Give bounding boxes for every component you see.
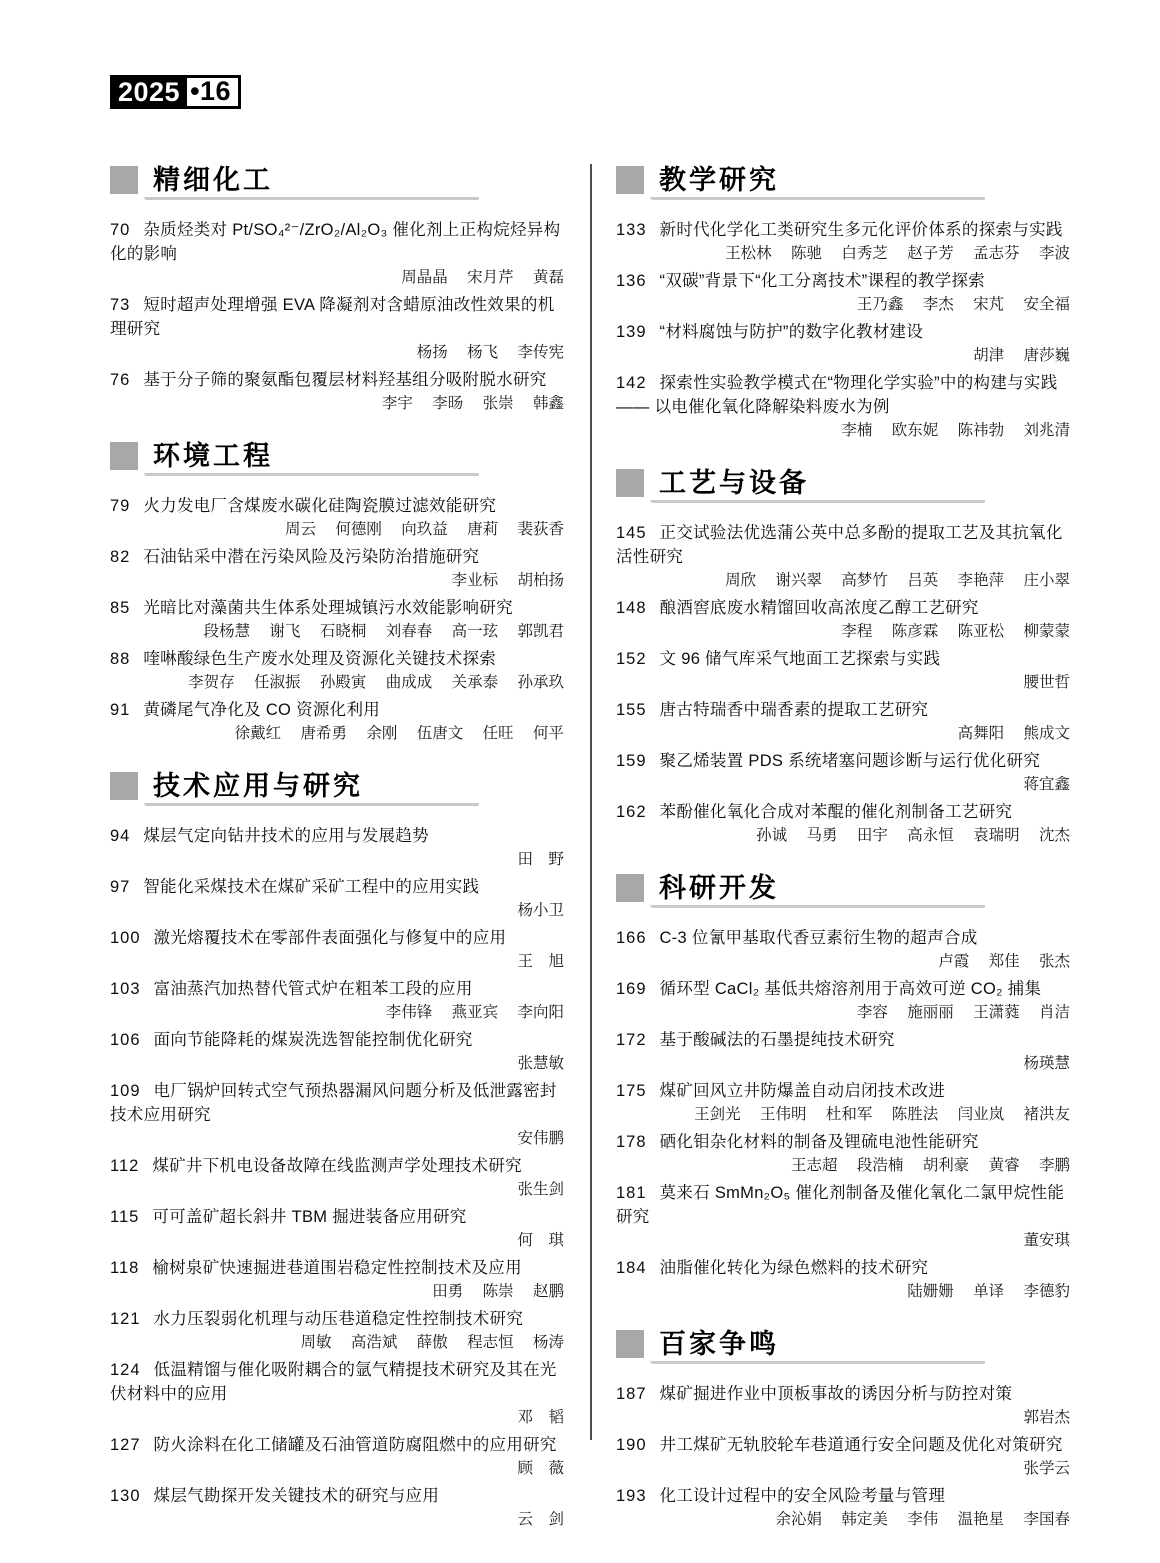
toc-entry xyxy=(616,1181,1072,1253)
entry-title: 喹啉酸绿色生产废水处理及资源化关键技术探索 xyxy=(143,650,497,668)
section-title: 教学研究 xyxy=(659,165,779,195)
entry-title-line xyxy=(616,698,1072,722)
entry-authors: 李楠 欧东妮 陈祎勃 刘兆清 xyxy=(841,422,1070,439)
entry-authors: 王 旭 xyxy=(517,953,564,970)
toc-section xyxy=(616,1328,1072,1532)
entry-authors: 周敏 高浩斌 薛傲 程志恒 杨涛 xyxy=(300,1334,564,1351)
entry-title: 杂质烃类对 Pt/SO₄²⁻/ZrO₂/Al₂O₃ 催化剂上正构烷烃异构化的影响 xyxy=(110,221,561,263)
entry-title: “材料腐蚀与防护”的数字化教材建设 xyxy=(659,323,924,341)
entry-title-line xyxy=(110,1433,566,1457)
entry-authors: 王松林 陈驰 白秀芝 赵子芳 孟志芬 李波 xyxy=(725,245,1070,262)
section-entries xyxy=(616,521,1072,848)
entry-title: 富油蒸汽加热替代管式炉在粗苯工段的应用 xyxy=(153,980,473,998)
entry-authors: 田勇 陈崇 赵鹏 xyxy=(432,1283,564,1300)
entry-page-number: 130 xyxy=(110,1487,141,1505)
entry-title-line xyxy=(110,698,566,722)
entry-authors: 余沁娟 韩定美 李伟 温艳星 李国春 xyxy=(775,1511,1070,1528)
toc-columns xyxy=(110,158,1068,1535)
entry-page-number: 94 xyxy=(110,827,131,845)
entry-authors: 李容 施丽丽 王潇蕤 肖洁 xyxy=(856,1004,1070,1021)
entry-authors: 顾 薇 xyxy=(517,1460,564,1477)
entry-authors: 邓 韬 xyxy=(517,1409,564,1426)
toc-entry xyxy=(110,647,566,695)
entry-title-line xyxy=(616,800,1072,824)
entry-authors: 杨瑛慧 xyxy=(1023,1055,1070,1072)
section-header xyxy=(616,872,1072,904)
entry-page-number: 124 xyxy=(110,1361,141,1379)
entry-page-number: 103 xyxy=(110,980,141,998)
entry-page-number: 133 xyxy=(616,221,647,239)
entry-authors: 杨小卫 xyxy=(517,902,564,919)
section-entries xyxy=(616,218,1072,443)
entry-authors: 蒋宜鑫 xyxy=(1023,776,1070,793)
entry-authors: 李程 陈彦霖 陈亚松 柳蒙蒙 xyxy=(841,623,1070,640)
section-entries xyxy=(110,494,566,746)
entry-title: 电厂锅炉回转式空气预热器漏风问题分析及低泄露密封技术应用研究 xyxy=(110,1082,557,1124)
entry-title-line xyxy=(110,824,566,848)
section-square-icon xyxy=(110,166,138,194)
section-square-icon xyxy=(616,874,644,902)
entry-authors: 张慧敏 xyxy=(517,1055,564,1072)
entry-title: C-3 位氰甲基取代香豆素衍生物的超声合成 xyxy=(659,929,978,947)
entry-page-number: 193 xyxy=(616,1487,647,1505)
entry-page-number: 162 xyxy=(616,803,647,821)
toc-section xyxy=(616,467,1072,848)
entry-title: 基于酸碱法的石墨提纯技术研究 xyxy=(659,1031,895,1049)
entry-title: 可可盖矿超长斜井 TBM 掘进装备应用研究 xyxy=(152,1208,467,1226)
entry-title-line xyxy=(110,368,566,392)
entry-authors: 卢霞 郑佳 张杰 xyxy=(938,953,1070,970)
entry-title: 新时代化学化工类研究生多元化评价体系的探索与实践 xyxy=(659,221,1063,239)
entry-title: 化工设计过程中的安全风险考量与管理 xyxy=(659,1487,946,1505)
entry-authors: 周晶晶 宋月芹 黄磊 xyxy=(401,269,564,286)
section-header xyxy=(616,164,1072,196)
section-title: 工艺与设备 xyxy=(659,468,809,498)
entry-title-line xyxy=(616,647,1072,671)
entry-title-line xyxy=(616,1382,1072,1406)
entry-page-number: 112 xyxy=(110,1157,140,1175)
entry-title-line xyxy=(110,1028,566,1052)
entry-title-line xyxy=(616,218,1072,242)
entry-authors: 张生剑 xyxy=(517,1181,564,1198)
section-square-icon xyxy=(616,1330,644,1358)
toc-entry xyxy=(616,218,1072,266)
entry-title: 文 96 储气库采气地面工艺探索与实践 xyxy=(659,650,941,668)
entry-authors: 周云 何德刚 向玖益 唐莉 裴荻香 xyxy=(284,521,564,538)
entry-title: 正交试验法优选蒲公英中总多酚的提取工艺及其抗氧化活性研究 xyxy=(616,524,1063,566)
entry-authors: 腰世哲 xyxy=(1023,674,1070,691)
entry-title-line xyxy=(616,1433,1072,1457)
toc-entry xyxy=(110,1079,566,1151)
entry-authors: 段杨慧 谢飞 石晓桐 刘春春 高一玹 郭凯君 xyxy=(203,623,564,640)
toc-entry xyxy=(110,1205,566,1253)
toc-entry xyxy=(110,1433,566,1481)
entry-page-number: 155 xyxy=(616,701,647,719)
entry-authors: 周欣 谢兴翠 高梦竹 吕英 李艳萍 庄小翠 xyxy=(725,572,1070,589)
entry-page-number: 88 xyxy=(110,650,131,668)
entry-authors: 孙诚 马勇 田宇 高永恒 袁瑞明 沈杰 xyxy=(756,827,1070,844)
toc-entry xyxy=(616,521,1072,593)
entry-page-number: 82 xyxy=(110,548,131,566)
entry-authors: 李业标 胡柏扬 xyxy=(451,572,564,589)
toc-entry xyxy=(110,596,566,644)
entry-title-line xyxy=(616,521,1072,569)
toc-section xyxy=(110,164,566,416)
section-header xyxy=(110,770,566,802)
entry-authors: 胡津 唐莎巍 xyxy=(973,347,1070,364)
toc-entry xyxy=(616,269,1072,317)
entry-page-number: 172 xyxy=(616,1031,647,1049)
toc-column-left xyxy=(110,158,566,1535)
entry-title: 火力发电厂含煤废水碳化硅陶瓷膜过滤效能研究 xyxy=(143,497,497,515)
entry-authors: 王乃鑫 李杰 宋芃 安全福 xyxy=(856,296,1070,313)
toc-entry xyxy=(616,1484,1072,1532)
toc-entry xyxy=(110,698,566,746)
entry-page-number: 106 xyxy=(110,1031,141,1049)
section-entries xyxy=(616,926,1072,1304)
entry-page-number: 159 xyxy=(616,752,647,770)
entry-authors: 李贺存 任淑振 孙殿寅 曲成成 关承泰 孙承玖 xyxy=(188,674,564,691)
entry-title-line xyxy=(110,647,566,671)
entry-title: 煤层气定向钻井技术的应用与发展趋势 xyxy=(143,827,429,845)
entry-title-line xyxy=(616,926,1072,950)
entry-page-number: 85 xyxy=(110,599,131,617)
entry-title-line xyxy=(616,1130,1072,1154)
toc-entry xyxy=(110,218,566,290)
entry-title-line xyxy=(616,749,1072,773)
toc-entry xyxy=(616,320,1072,368)
toc-entry xyxy=(616,749,1072,797)
entry-authors: 何 琪 xyxy=(517,1232,564,1249)
entry-title-line xyxy=(110,596,566,620)
section-title: 精细化工 xyxy=(153,165,273,195)
entry-page-number: 152 xyxy=(616,650,647,668)
entry-page-number: 115 xyxy=(110,1208,140,1226)
entry-title-line xyxy=(110,545,566,569)
entry-page-number: 76 xyxy=(110,371,131,389)
entry-title: 硒化钼杂化材料的制备及锂硫电池性能研究 xyxy=(659,1133,979,1151)
toc-entry xyxy=(616,371,1072,443)
toc-section xyxy=(110,440,566,746)
section-header xyxy=(616,467,1072,499)
toc-entry xyxy=(616,1079,1072,1127)
entry-title-line xyxy=(110,1256,566,1280)
entry-title-line xyxy=(110,293,566,341)
section-header xyxy=(110,164,566,196)
section-title: 百家争鸣 xyxy=(659,1329,779,1359)
entry-title-line xyxy=(110,218,566,266)
entry-page-number: 190 xyxy=(616,1436,647,1454)
toc-section xyxy=(616,872,1072,1304)
entry-title: 智能化采煤技术在煤矿采矿工程中的应用实践 xyxy=(143,878,480,896)
section-entries xyxy=(110,218,566,416)
toc-entry xyxy=(616,800,1072,848)
toc-entry xyxy=(616,1028,1072,1076)
entry-title-line xyxy=(110,1307,566,1331)
entry-authors: 王剑光 王伟明 杜和军 陈胜法 闫业岚 褚洪友 xyxy=(694,1106,1070,1123)
entry-title-line xyxy=(616,320,1072,344)
entry-title-line xyxy=(616,977,1072,1001)
entry-title: 煤矿掘进作业中顶板事故的诱因分析与防控对策 xyxy=(659,1385,1013,1403)
entry-title: 黄磷尾气净化及 CO 资源化利用 xyxy=(143,701,381,719)
entry-page-number: 148 xyxy=(616,599,647,617)
entry-title: 唐古特瑞香中瑞香素的提取工艺研究 xyxy=(659,701,929,719)
entry-title: 短时超声处理增强 EVA 降凝剂对含蜡原油改性效果的机理研究 xyxy=(110,296,555,338)
toc-entry xyxy=(616,1382,1072,1430)
entry-title-line xyxy=(110,1205,566,1229)
issue-number: •16 xyxy=(187,78,238,106)
entry-title-line xyxy=(616,1181,1072,1229)
entry-title-line xyxy=(616,1079,1072,1103)
entry-page-number: 79 xyxy=(110,497,131,515)
toc-entry xyxy=(616,647,1072,695)
entry-title-line xyxy=(110,494,566,518)
entry-title: 莫来石 SmMn₂O₅ 催化剂制备及催化氧化二氯甲烷性能研究 xyxy=(616,1184,1065,1226)
toc-entry xyxy=(616,926,1072,974)
section-square-icon xyxy=(110,772,138,800)
toc-column-right xyxy=(616,158,1072,1535)
entry-title: 水力压裂弱化机理与动压巷道稳定性控制技术研究 xyxy=(153,1310,524,1328)
entry-page-number: 136 xyxy=(616,272,647,290)
entry-title: 井工煤矿无轨胶轮车巷道通行安全问题及优化对策研究 xyxy=(659,1436,1063,1454)
entry-title: 煤矿井下机电设备故障在线监测声学处理技术研究 xyxy=(152,1157,522,1175)
entry-title: 循环型 CaCl₂ 基低共熔溶剂用于高效可逆 CO₂ 捕集 xyxy=(659,980,1042,998)
toc-entry xyxy=(110,1154,566,1202)
section-square-icon xyxy=(110,442,138,470)
section-title: 科研开发 xyxy=(659,873,779,903)
issue-badge xyxy=(110,75,241,109)
entry-title-line xyxy=(110,1079,566,1127)
entry-authors: 郭岩杰 xyxy=(1023,1409,1070,1426)
toc-entry xyxy=(110,1307,566,1355)
entry-page-number: 175 xyxy=(616,1082,647,1100)
toc-entry xyxy=(110,494,566,542)
section-entries xyxy=(110,824,566,1532)
toc-section xyxy=(616,164,1072,443)
entry-title: 煤层气勘探开发关键技术的研究与应用 xyxy=(153,1487,440,1505)
column-divider-rule xyxy=(590,164,592,1440)
entry-authors: 高舞阳 熊成文 xyxy=(957,725,1070,742)
entry-title: 酿酒窖底废水精馏回收高浓度乙醇工艺研究 xyxy=(659,599,979,617)
toc-entry xyxy=(110,368,566,416)
entry-page-number: 181 xyxy=(616,1184,647,1202)
entry-title: 聚乙烯装置 PDS 系统堵塞问题诊断与运行优化研究 xyxy=(659,752,1041,770)
toc-entry xyxy=(110,926,566,974)
section-square-icon xyxy=(616,166,644,194)
entry-title: 基于分子筛的聚氨酯包覆层材料羟基组分吸附脱水研究 xyxy=(143,371,547,389)
entry-authors: 徐戴红 唐希勇 余刚 伍唐文 任旺 何平 xyxy=(234,725,564,742)
entry-title-line xyxy=(110,1484,566,1508)
entry-page-number: 97 xyxy=(110,878,131,896)
entry-authors: 陆姗姗 单译 李德豹 xyxy=(907,1283,1070,1300)
entry-page-number: 178 xyxy=(616,1133,647,1151)
entry-title: 石油钻采中潜在污染风险及污染防治措施研究 xyxy=(143,548,480,566)
entry-authors: 云 剑 xyxy=(517,1511,564,1528)
toc-entry xyxy=(110,293,566,365)
entry-page-number: 118 xyxy=(110,1259,140,1277)
entry-title: 煤矿回风立井防爆盖自动启闭技术改进 xyxy=(659,1082,946,1100)
toc-entry xyxy=(110,824,566,872)
entry-authors: 张学云 xyxy=(1023,1460,1070,1477)
entry-page-number: 73 xyxy=(110,296,131,314)
toc-entry xyxy=(616,1256,1072,1304)
entry-title: 低温精馏与催化吸附耦合的氩气精提技术研究及其在光伏材料中的应用 xyxy=(110,1361,557,1403)
entry-title-line xyxy=(110,875,566,899)
entry-page-number: 109 xyxy=(110,1082,141,1100)
entry-authors: 李伟锋 燕亚宾 李向阳 xyxy=(385,1004,564,1021)
entry-title: 探索性实验教学模式在“物理化学实验”中的构建与实践 —— 以电催化氧化降解染料废水为例 xyxy=(616,374,1058,416)
entry-title-line xyxy=(110,1154,566,1178)
section-header xyxy=(110,440,566,472)
toc-entry xyxy=(110,1358,566,1430)
toc-entry xyxy=(616,1433,1072,1481)
toc-entry xyxy=(616,698,1072,746)
entry-page-number: 142 xyxy=(616,374,647,392)
entry-title-line xyxy=(110,977,566,1001)
toc-entry xyxy=(110,875,566,923)
entry-page-number: 139 xyxy=(616,323,647,341)
entry-title: 激光熔覆技术在零部件表面强化与修复中的应用 xyxy=(153,929,507,947)
entry-authors: 董安琪 xyxy=(1023,1232,1070,1249)
issue-year: 2025 xyxy=(118,77,181,107)
entry-authors: 田 野 xyxy=(517,851,564,868)
entry-title: 榆树泉矿快速掘进巷道围岩稳定性控制技术及应用 xyxy=(152,1259,522,1277)
entry-page-number: 91 xyxy=(110,701,131,719)
entry-title: 防火涂料在化工储罐及石油管道防腐阻燃中的应用研究 xyxy=(153,1436,557,1454)
toc-entry xyxy=(110,545,566,593)
entry-title: “双碳”背景下“化工分离技术”课程的教学探索 xyxy=(659,272,986,290)
entry-authors: 王志超 段浩楠 胡利豪 黄睿 李鹏 xyxy=(790,1157,1070,1174)
toc-entry xyxy=(616,977,1072,1025)
entry-title-line xyxy=(616,1256,1072,1280)
section-square-icon xyxy=(616,469,644,497)
entry-title-line xyxy=(616,1028,1072,1052)
entry-title-line xyxy=(110,1358,566,1406)
entry-page-number: 127 xyxy=(110,1436,141,1454)
section-title: 技术应用与研究 xyxy=(153,771,363,801)
entry-title-line xyxy=(616,269,1072,293)
entry-title: 面向节能降耗的煤炭洗选智能控制优化研究 xyxy=(153,1031,473,1049)
entry-title: 光暗比对藻菌共生体系处理城镇污水效能影响研究 xyxy=(143,599,513,617)
entry-page-number: 187 xyxy=(616,1385,647,1403)
entry-title-line xyxy=(616,1484,1072,1508)
entry-authors: 杨扬 杨飞 李传宪 xyxy=(416,344,564,361)
section-entries xyxy=(616,1382,1072,1532)
toc-entry xyxy=(110,1256,566,1304)
entry-page-number: 184 xyxy=(616,1259,647,1277)
entry-authors: 安伟鹏 xyxy=(517,1130,564,1147)
entry-page-number: 70 xyxy=(110,221,131,239)
toc-section xyxy=(110,770,566,1532)
entry-page-number: 145 xyxy=(616,524,647,542)
entry-title-line xyxy=(110,926,566,950)
entry-page-number: 100 xyxy=(110,929,141,947)
entry-title: 苯酚催化氧化合成对苯醌的催化剂制备工艺研究 xyxy=(659,803,1013,821)
entry-authors: 李宇 李旸 张崇 韩鑫 xyxy=(381,395,564,412)
entry-title-line xyxy=(616,596,1072,620)
entry-page-number: 121 xyxy=(110,1310,141,1328)
toc-entry xyxy=(616,596,1072,644)
toc-entry xyxy=(110,1028,566,1076)
toc-entry xyxy=(110,977,566,1025)
toc-entry xyxy=(110,1484,566,1532)
section-title: 环境工程 xyxy=(153,441,273,471)
entry-page-number: 169 xyxy=(616,980,647,998)
entry-title-line xyxy=(616,371,1072,419)
toc-entry xyxy=(616,1130,1072,1178)
entry-page-number: 166 xyxy=(616,929,647,947)
section-header xyxy=(616,1328,1072,1360)
entry-title: 油脂催化转化为绿色燃料的技术研究 xyxy=(659,1259,929,1277)
